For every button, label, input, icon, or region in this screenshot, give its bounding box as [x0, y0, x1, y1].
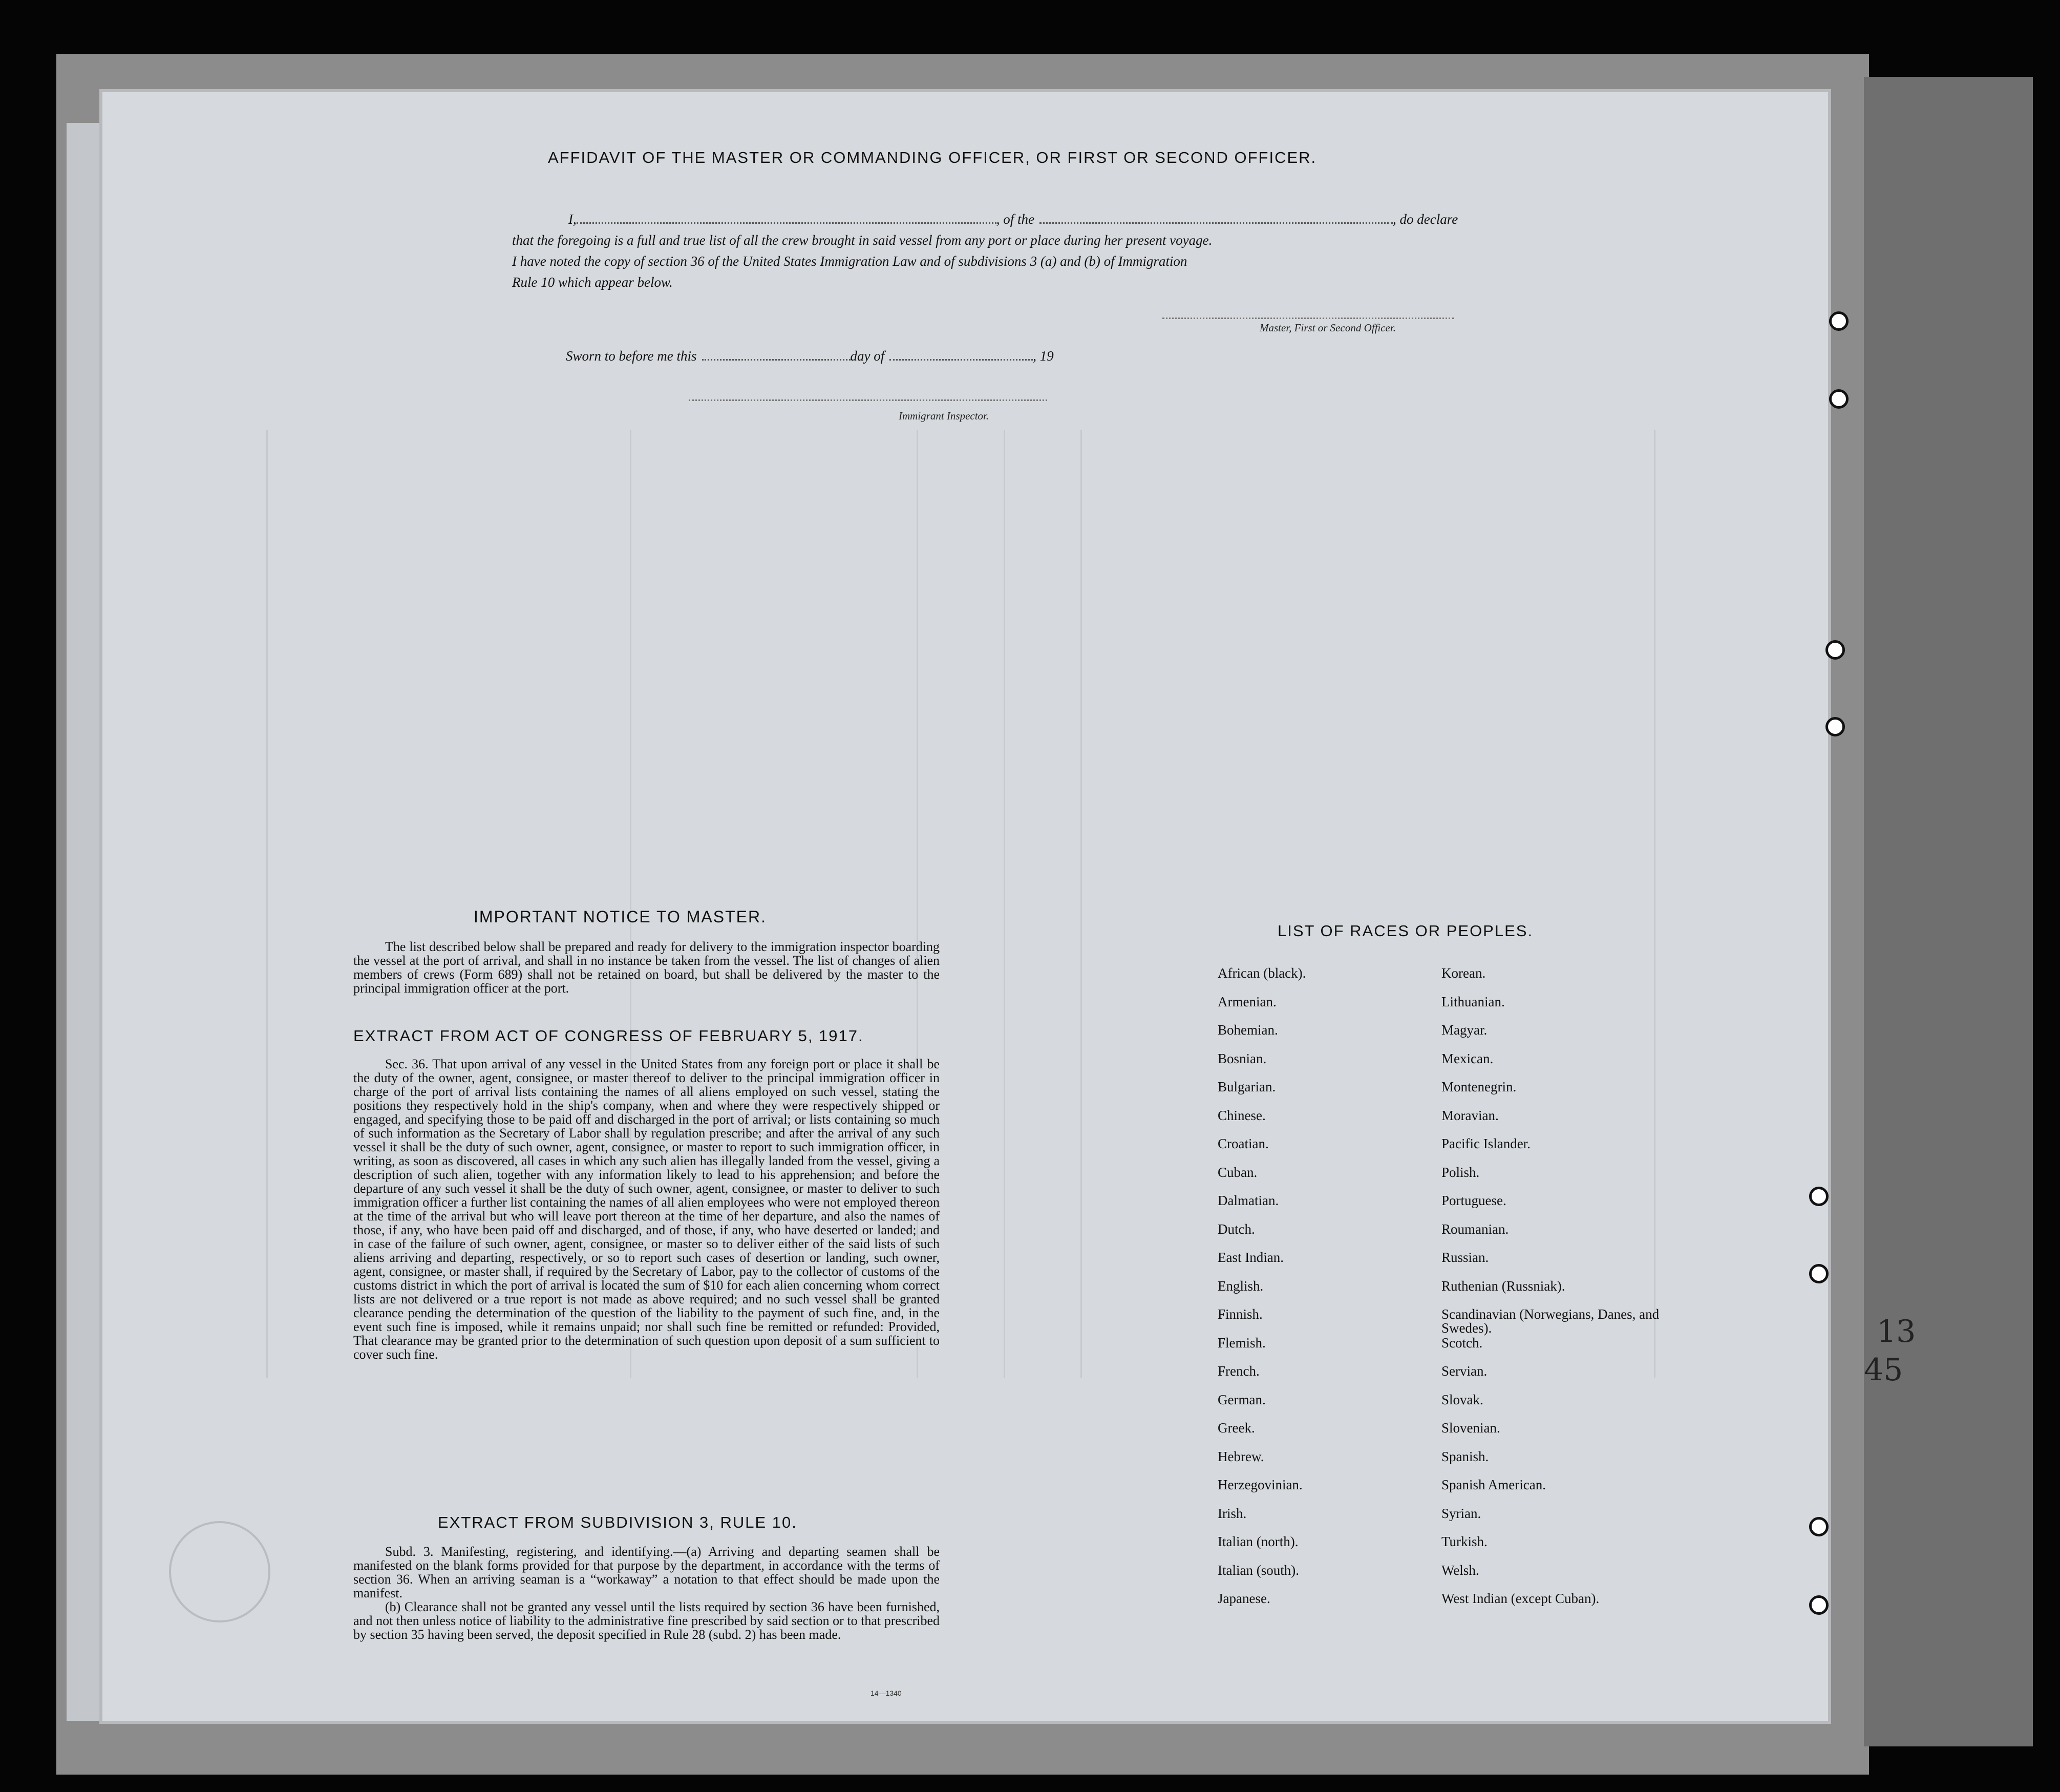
- race-item: Armenian.: [1218, 994, 1277, 1009]
- race-item: Polish.: [1441, 1164, 1480, 1180]
- race-item: German.: [1218, 1392, 1266, 1407]
- race-item: Scandinavian (Norwegians, Danes, and Swedes).: [1441, 1306, 1660, 1336]
- act-body: Sec. 36. That upon arrival of any vessel in the United States from any foreign port or place it shall be the duty of the owner, agent, consignee, or master thereof to deliver to the principal immigration officer in charge of the port of arrival lists containing the names of all aliens employed on such vessel, stating the positions they respectively hold in the ship's company, when and where they were respectively shipped or engaged, and specifying those to be paid off and discharged in the port of arrival; or lists containing so much of such information as the Secretary of Labor shall by regulation prescribe; and after the arrival of any such vessel it shall be the duty of such owner, agent, consignee, or master to report to such immigration officer, in writing, as soon as discovered, all cases in which any such alien has illegally landed from the vessel, giving a description of such alien, together with any information likely to lead to his apprehension; and before the departure of any such vessel it shall be the duty of such owner, agent, consignee, or master to deliver to such immigration officer a further list containing the names of all alien employees who were not employed thereon at the time of the arrival but who will leave port thereon at the time of her departure, and also the names of those, if any, who have been paid off and discharged, and of those, if any, who have deserted or landed; and in case of the failure of such owner, agent, consignee, or master so to deliver either of the said lists of such aliens arriving and departing, respectively, or so to report such cases of desertion or landing, such owner, agent, consignee, or master shall, if required by the Secretary of Labor, pay to the collector of customs of the customs district in which the port of arrival is located the sum of $10 for each alien concerning whom correct lists are not delivered or a true report is not made as above required; and no such vessel shall be granted clearance pending the determination of the question of the liability to the payment of such fine, and, in the event such fine is imposed, while it remains unpaid; nor shall such fine be remitted or refunded: Provided, That clearance may be granted prior to the determination of such question upon deposit of a sum sufficient to cover such fine.: [353, 1057, 940, 1362]
- race-item: Roumanian.: [1441, 1221, 1509, 1237]
- day-of-label: day of: [850, 348, 885, 364]
- rule-body: Subd. 3. Manifesting, registering, and identifying.—(a) Arriving and departing seamen shall be manifested on the blank forms provided for that purpose by the department, in accordance with the terms of section 36. When an arriving seaman is a “workaway” a notation to that effect should be made upon the manifest. (b) Clearance shall not be granted any vessel until the lists required by section 36 have been furnished, and not then unless notice of liability to the administrative fine prescribed by said section or to that prescribed by section 35 having been served, the deposit specified in Rule 28 (subd. 2) has been made.: [353, 1544, 940, 1642]
- race-item: French.: [1218, 1363, 1260, 1379]
- race-item: Chinese.: [1218, 1107, 1266, 1123]
- inspector-caption: Immigrant Inspector.: [899, 410, 989, 422]
- race-item: Syrian.: [1441, 1505, 1481, 1521]
- race-item: Dutch.: [1218, 1221, 1255, 1237]
- race-item: Moravian.: [1441, 1107, 1499, 1123]
- race-item: Irish.: [1218, 1505, 1247, 1521]
- race-item: Flemish.: [1218, 1335, 1266, 1351]
- notice-body: The list described below shall be prepared and ready for delivery to the immigration inspector boarding the vessel at the port of arrival, and shall in no instance be taken from the vessel. The list of changes of alien members of crews (Form 689) shall not be retained on board, but shall be delivered by the master to the principal immigration officer at the port.: [353, 939, 940, 996]
- affidavit-title: AFFIDAVIT OF THE MASTER OR COMMANDING OFFICER, OR FIRST OR SECOND OFFICER.: [548, 149, 1317, 166]
- race-item: Korean.: [1441, 965, 1486, 981]
- do-declare-label: , do declare: [1393, 212, 1458, 227]
- month-blank[interactable]: [889, 359, 1033, 361]
- race-item: Greek.: [1218, 1420, 1255, 1436]
- day-blank[interactable]: [702, 359, 851, 361]
- inspector-signature-line[interactable]: [689, 399, 1047, 401]
- race-item: Hebrew.: [1218, 1448, 1264, 1464]
- race-item: Montenegrin.: [1441, 1079, 1517, 1094]
- race-item: Spanish.: [1441, 1448, 1489, 1464]
- handwritten-number-b: 45: [1864, 1352, 1903, 1388]
- act-title: EXTRACT FROM ACT OF CONGRESS OF FEBRUARY 5, 1917.: [353, 1027, 864, 1045]
- race-item: Pacific Islander.: [1441, 1136, 1531, 1151]
- races-right-column: [1441, 966, 1662, 1620]
- punch-hole: [1809, 1595, 1829, 1615]
- left-paper-edge: [67, 123, 102, 1721]
- bleed-through-rule: [1004, 430, 1005, 1378]
- race-item: West Indian (except Cuban).: [1441, 1591, 1600, 1606]
- race-item: Croatian.: [1218, 1136, 1269, 1151]
- faint-round-stamp: [169, 1521, 270, 1622]
- race-item: Bosnian.: [1218, 1050, 1267, 1066]
- affidavit-line-3: I have noted the copy of section 36 of the United States Immigration Law and of subdivisions 3 (a) and (b) of Immigration: [512, 254, 1187, 269]
- punch-hole: [1825, 717, 1845, 736]
- race-item: Spanish American.: [1441, 1477, 1546, 1492]
- race-item: Cuban.: [1218, 1164, 1258, 1180]
- master-caption: Master, First or Second Officer.: [1260, 322, 1396, 334]
- punch-hole: [1809, 1517, 1829, 1536]
- race-item: Turkish.: [1441, 1534, 1488, 1549]
- affidavit-line-4: Rule 10 which appear below.: [512, 275, 673, 290]
- race-item: Bohemian.: [1218, 1022, 1278, 1038]
- master-signature-line[interactable]: [1162, 318, 1454, 319]
- race-item: Dalmatian.: [1218, 1193, 1279, 1208]
- vessel-blank[interactable]: [1039, 222, 1393, 224]
- sworn-label: Sworn to before me this: [566, 348, 697, 364]
- race-item: East Indian.: [1218, 1250, 1284, 1265]
- notice-title: IMPORTANT NOTICE TO MASTER.: [474, 908, 767, 926]
- race-item: Magyar.: [1441, 1022, 1488, 1038]
- race-item: Slovenian.: [1441, 1420, 1500, 1436]
- handwritten-number-a: 13: [1877, 1314, 1916, 1350]
- race-item: Mexican.: [1441, 1050, 1494, 1066]
- race-item: English.: [1218, 1278, 1264, 1294]
- race-item: Ruthenian (Russniak).: [1441, 1278, 1565, 1294]
- race-item: Welsh.: [1441, 1562, 1479, 1578]
- punch-hole: [1829, 311, 1849, 331]
- race-item: African (black).: [1218, 965, 1306, 981]
- punch-hole: [1825, 640, 1845, 660]
- affidavit-line-2: that the foregoing is a full and true list of all the crew brought in said vessel from any port or place during her present voyage.: [512, 233, 1213, 248]
- race-item: Portuguese.: [1441, 1193, 1506, 1208]
- bleed-through-rule: [266, 430, 268, 1378]
- punch-hole: [1829, 389, 1849, 409]
- rule-title: EXTRACT FROM SUBDIVISION 3, RULE 10.: [438, 1513, 797, 1531]
- race-item: Japanese.: [1218, 1591, 1270, 1606]
- name-blank[interactable]: [577, 222, 996, 224]
- punch-hole: [1809, 1264, 1829, 1283]
- right-paper-strip: [1864, 77, 2033, 1746]
- race-item: Russian.: [1441, 1250, 1489, 1265]
- races-left-column: [1218, 966, 1306, 1620]
- race-item: Scotch.: [1441, 1335, 1483, 1351]
- races-title: LIST OF RACES OR PEOPLES.: [1278, 922, 1534, 940]
- sworn-line: [566, 348, 1549, 364]
- race-item: Servian.: [1441, 1363, 1488, 1379]
- punch-hole: [1809, 1187, 1829, 1206]
- race-item: Bulgarian.: [1218, 1079, 1276, 1094]
- form-code: 14—1340: [870, 1689, 902, 1697]
- race-item: Lithuanian.: [1441, 994, 1505, 1009]
- year-label: , 19: [1033, 348, 1054, 364]
- race-item: Finnish.: [1218, 1306, 1263, 1322]
- race-item: Italian (north).: [1218, 1534, 1299, 1549]
- race-item: Herzegovinian.: [1218, 1477, 1303, 1492]
- race-item: Slovak.: [1441, 1392, 1483, 1407]
- of-the-label: , of the: [996, 212, 1034, 227]
- affidavit-declaration-line: [512, 212, 1495, 227]
- race-item: Italian (south).: [1218, 1562, 1299, 1578]
- bleed-through-rule: [1080, 430, 1082, 1378]
- i-label: I,: [568, 212, 577, 227]
